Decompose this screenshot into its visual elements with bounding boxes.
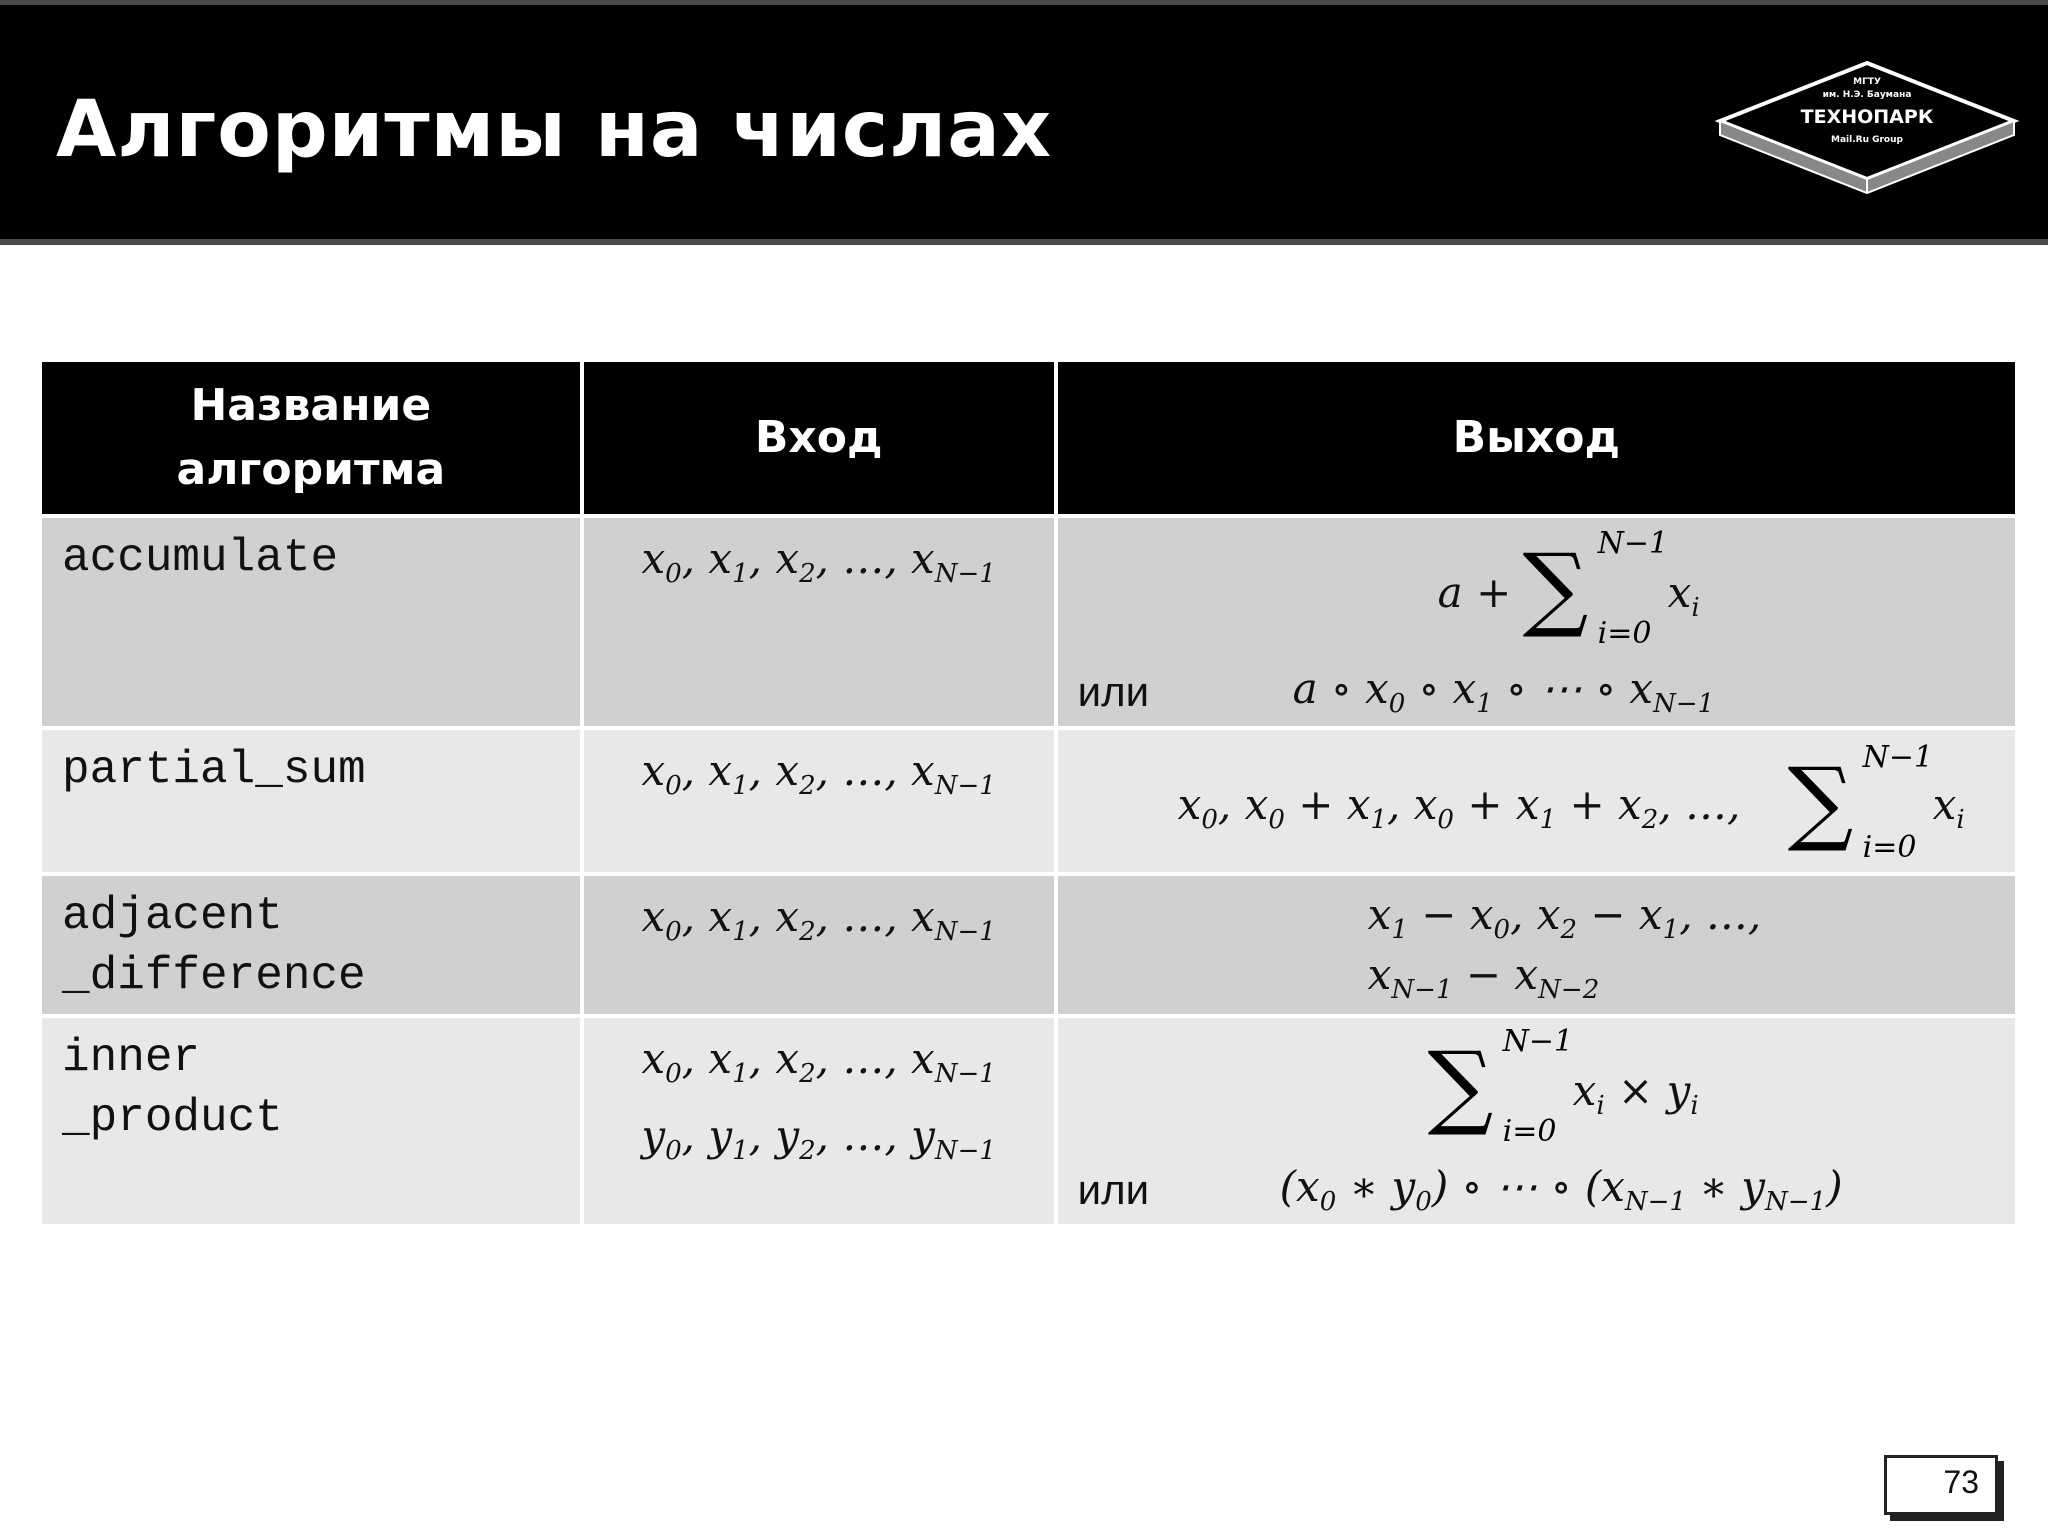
or-label: или [1077, 1166, 1150, 1213]
sum-icon: ∑ [1787, 748, 1854, 855]
output-formula: $x_i \times y_i$ [1572, 1066, 1699, 1122]
slide-title: Алгоритмы на числах [56, 85, 1053, 175]
header-output: Выход [1056, 360, 2017, 516]
output-formula: $x_1 - x_0$, $x_2 - x_1$, …, [1367, 890, 1762, 946]
algorithm-name: accumulate [62, 532, 339, 584]
output-formula: a + [1437, 568, 1512, 617]
sum-icon: ∑ [1427, 1032, 1494, 1139]
slide-header [0, 0, 2048, 245]
page-number: 73 [1943, 1464, 1979, 1500]
input-formula: $x_0$, $x_1$, $x_2$, …, $x_{N-1}$ [641, 746, 996, 802]
output-cell: ∑ N−1 i=0 $x_i \times y_i$ или ($x_0$ ∗ $y_0$) ∘ ⋯ ∘ ($x_{N-1}$ ∗ $y_{N-1}$) [1056, 1016, 2017, 1226]
input-formula: $x_0$, $x_1$, $x_2$, …, $x_{N-1}$ [641, 892, 996, 948]
table-row [40, 874, 2017, 1016]
algorithm-name: partial_sum [62, 744, 366, 796]
algorithms-table [38, 358, 2019, 1228]
table-row [40, 1016, 2017, 1226]
table-row [40, 516, 2017, 728]
input-formula: $x_0$, $x_1$, $x_2$, …, $x_{N-1}$ $y_0$, $y_1$, $y_2$, …, $y_{N-1}$ [641, 1034, 996, 1167]
table-header-row [40, 360, 2017, 516]
header-input: Вход [582, 360, 1056, 516]
header-name: Название алгоритма [40, 360, 582, 516]
output-cell: $x_0$, $x_0 + x_1$, $x_0 + x_1 + x_2$, …, ∑ N−1 i=0 $x_i$ [1056, 728, 2017, 874]
algorithm-name: inner _product [62, 1032, 283, 1144]
input-formula: $x_0$, $x_1$, $x_2$, …, $x_{N-1}$ [641, 534, 996, 590]
output-alt-formula: ($x_0$ ∗ $y_0$) ∘ ⋯ ∘ ($x_{N-1}$ ∗ $y_{N-1}$) [1279, 1162, 1843, 1218]
logo-text-mailru: Mail.Ru Group [1831, 135, 1903, 145]
logo-text-technopark: ТЕХНОПАРК [1800, 106, 1934, 128]
output-alt-formula: a ∘ $x_0$ ∘ $x_1$ ∘ ⋯ ∘ $x_{N-1}$ [1292, 664, 1715, 720]
table-row [40, 728, 2017, 874]
logo-text-bauman: им. Н.Э. Баумана [1822, 90, 1912, 100]
or-label: или [1077, 668, 1150, 715]
sum-icon: ∑ [1522, 534, 1589, 641]
page-number-box [1884, 1455, 1998, 1515]
output-cell: a + ∑ N−1 i=0 $x_i$ или a ∘ $x_0$ ∘ $x_1$ ∘ ⋯ ∘ $x_{N-1}$ [1056, 516, 2017, 728]
algorithm-name: adjacent _difference [62, 890, 366, 1002]
output-formula: $x_0$, $x_0 + x_1$, $x_0 + x_1 + x_2$, …, [1177, 780, 1741, 836]
technopark-logo [1708, 55, 2026, 200]
logo-text-mgtu: МГТУ [1853, 77, 1881, 87]
output-cell: $x_1 - x_0$, $x_2 - x_1$, …, $x_{N-1} - x_{N-2}$ [1056, 874, 2017, 1016]
